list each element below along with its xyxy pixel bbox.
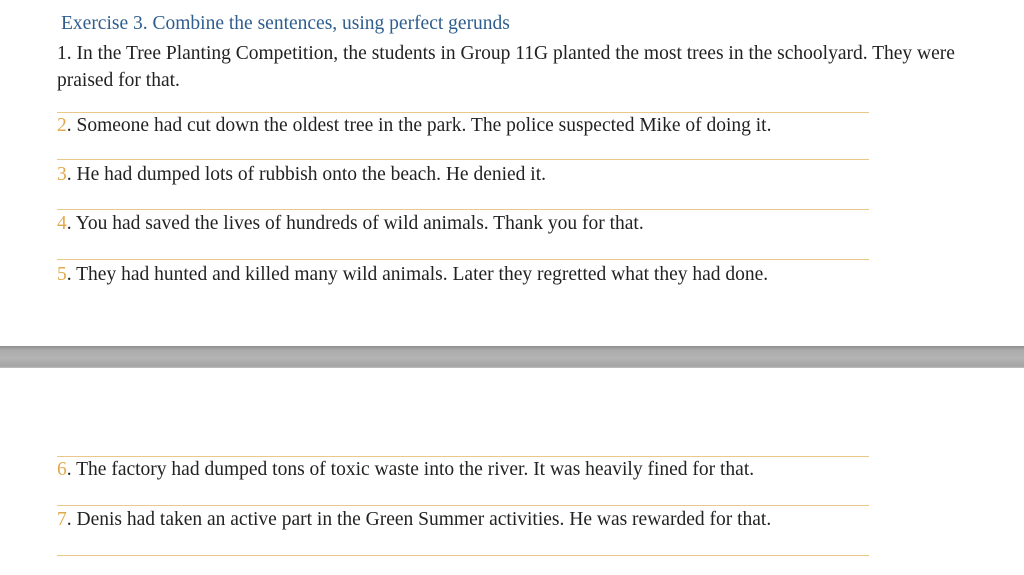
item-number: 2	[57, 115, 67, 136]
answer-line	[57, 259, 869, 260]
exercise-item-3	[57, 164, 546, 186]
exercise-title: Exercise 3. Combine the sentences, using perfect gerunds	[61, 13, 510, 34]
item-number: 7	[57, 509, 67, 530]
answer-line	[57, 456, 869, 457]
page-divider	[0, 346, 1024, 368]
item-text: . The factory had dumped tons of toxic waste into the river. It was heavily fined for that.	[66, 459, 755, 480]
exercise-item-2	[57, 115, 771, 137]
item-text: . Denis had taken an active part in the Green Summer activities. He was rewarded for that.	[66, 509, 772, 530]
answer-line	[57, 505, 869, 506]
item-text: . He had dumped lots of rubbish onto the beach. He denied it.	[66, 164, 547, 185]
item-number: 3	[57, 164, 67, 185]
exercise-item-6	[57, 459, 754, 481]
item-number: 6	[57, 459, 67, 480]
answer-line	[57, 209, 869, 210]
item-text: . They had hunted and killed many wild animals. Later they regretted what they had done.	[66, 264, 769, 285]
answer-line	[57, 112, 869, 113]
item-text: . You had saved the lives of hundreds of wild animals. Thank you for that.	[66, 213, 644, 234]
answer-line	[57, 159, 869, 160]
answer-line	[57, 555, 869, 556]
item-number: 4	[57, 213, 67, 234]
exercise-item-7	[57, 509, 771, 531]
exercise-item-5	[57, 264, 768, 286]
exercise-item-1: 1. In the Tree Planting Competition, the students in Group 11G planted the most trees in the schoolyard. They were praised for that.	[57, 43, 955, 91]
item-number: 5	[57, 264, 67, 285]
item-text: . Someone had cut down the oldest tree in the park. The police suspected Mike of doing it.	[66, 115, 772, 136]
exercise-item-4	[57, 213, 644, 235]
